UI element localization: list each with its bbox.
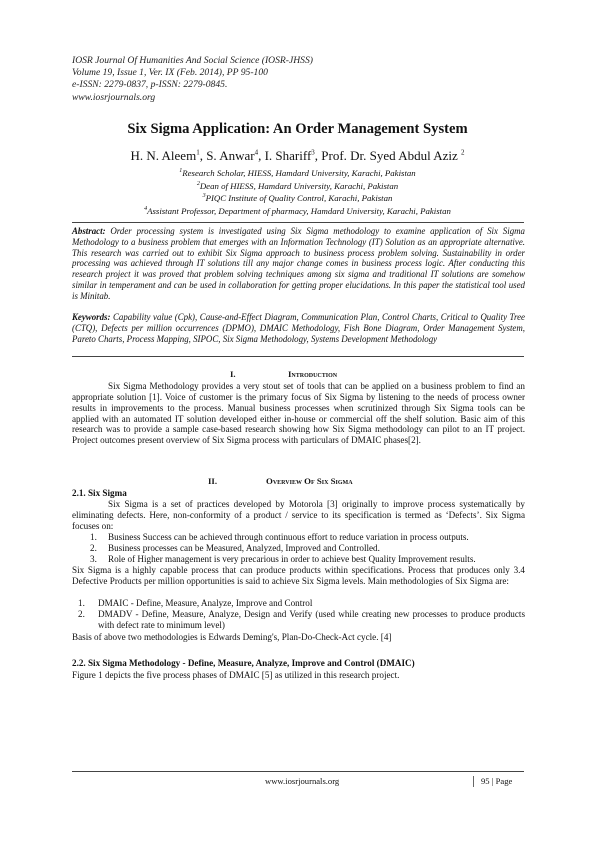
- abstract: [72, 226, 525, 301]
- affil-text: Research Scholar, HIESS, Hamdard University, Karachi, Pakistan: [182, 167, 416, 178]
- focus-list: [72, 532, 525, 565]
- author-separator: ,: [314, 148, 322, 163]
- affil-text: PIQC Institute of Quality Control, Karachi, Pakistan: [205, 193, 393, 204]
- abstract-top-rule: [72, 222, 524, 223]
- abstract-text: Order processing system is investigated using Six Sigma methodology to examine application of Six Sigma Methodology to a business problem that emerges with an Information Technology (IT) Solution as an appropriate alternative. This research was carried out to exhibit Six Sigma approach to business process problem solving. Sustainability in order processing was achieved through IT solutions till any major change comes in business process logic. After conducting this research project it was proved that problem solving techniques among six sigma and traditional IT solutions are somehow similar in temperament and can be used in collaboration for getting proper elucidations. In this paper the statistical tool used is Minitab.: [72, 226, 525, 301]
- affiliation-list: [60, 166, 535, 217]
- author-name: H. N. Aleem: [130, 148, 197, 163]
- affil-mark: 4: [144, 205, 148, 212]
- methodologies-list: [72, 598, 525, 631]
- paragraph-text: Six Sigma is a set of practices developed by Motorola [3] originally to improve process systematically by eliminating defects. Here, non-conformity of a product / service to its specification is termed as ‘Defects’. Six Sigma focuses on:: [72, 499, 525, 531]
- affiliation: [60, 166, 535, 179]
- list-item: [72, 609, 525, 631]
- list-item: [72, 598, 525, 609]
- paragraph-text: Six Sigma Methodology provides a very stout set of tools that can be applied on a business problem to find an appropriate solution [1]. Voice of customer is the primary focus of Six Sigma by listening to the needs of process owner results in improvements to the process. Manual business processes when scrutinized through Six Sigma tools can be applied with an automated IT solution developed either in-house or commercial off the shelf solution. Basic aim of this research was to provide a sample case-based research showing how Six Sigma methodology can pilot to an IT project. Project outcomes present overview of Six Sigma process with particulars of DMAIC phases[2].: [72, 381, 525, 446]
- list-text: DMADV - Define, Measure, Analyze, Design and Verify (used while creating new processes to produce products with defect rate to minimum level): [98, 608, 525, 630]
- list-number: 3.: [90, 553, 97, 564]
- affil-mark: 3: [202, 193, 206, 200]
- deming-paragraph: Basis of above two methodologies is Edwards Deming's, Plan-Do-Check-Act cycle. [4]: [72, 632, 392, 642]
- subsection-heading-six-sigma: 2.1. Six Sigma: [72, 488, 127, 498]
- section-number: I.: [230, 369, 236, 379]
- journal-header: [72, 55, 313, 104]
- introduction-paragraph: [72, 381, 525, 446]
- figure-reference-paragraph: Figure 1 depicts the five process phases of DMAIC [5] as utilized in this research project.: [72, 670, 400, 680]
- list-item: [72, 543, 525, 554]
- affil-text: Dean of HIESS, Hamdard University, Karachi, Pakistan: [199, 180, 399, 191]
- affil-mark: 2: [196, 180, 200, 187]
- author-separator: ,: [199, 148, 207, 163]
- section-heading-introduction: [230, 369, 337, 379]
- keywords-label: Keywords:: [72, 312, 111, 322]
- list-text: Business processes can be Measured, Analyzed, Improved and Controlled.: [108, 542, 380, 553]
- paper-title: Six Sigma Application: An Order Management System: [127, 121, 468, 137]
- section-heading-overview: [208, 476, 353, 486]
- abstract-label: Abstract:: [72, 226, 106, 236]
- author-name: I. Shariff: [264, 148, 312, 163]
- author-affil-mark: 4: [254, 148, 259, 157]
- journal-name: IOSR Journal Of Humanities And Social Science (IOSR-JHSS): [72, 55, 313, 66]
- journal-issn: e-ISSN: 2279-0837, p-ISSN: 2279-0845.: [72, 79, 228, 91]
- footer-website[interactable]: www.iosrjournals.org: [265, 776, 340, 786]
- keywords-text: Capability value (Cpk), Cause-and-Effect Diagram, Communication Plan, Control Charts, Critical to Quality Tree (CTQ), Defects per million occurrences (DPMO), DMAIC Methodology, Fish Bone Diagram, Order Management System, Pareto Charts, Process Mapping, SIPOC, Six Sigma Methodology, Systems Development Methodology: [72, 312, 525, 344]
- affiliation: [60, 204, 535, 217]
- author-name: Prof. Dr. Syed Abdul Aziz: [321, 148, 462, 163]
- list-number: 2.: [90, 542, 97, 553]
- affiliation: [60, 179, 535, 192]
- keywords: [72, 312, 525, 344]
- journal-website[interactable]: www.iosrjournals.org: [72, 91, 156, 103]
- author-name: S. Anwar: [206, 148, 255, 163]
- author-affil-mark: 1: [196, 148, 200, 157]
- six-sigma-paragraph: [72, 499, 525, 532]
- author-list: [60, 148, 535, 164]
- section-number: II.: [208, 476, 218, 486]
- list-number: 2.: [78, 608, 85, 619]
- affiliation: [60, 191, 535, 204]
- list-number: 1.: [90, 532, 97, 542]
- subsection-heading-dmaic: 2.2. Six Sigma Methodology - Define, Measure, Analyze, Improve and Control (DMAIC): [72, 658, 415, 668]
- list-item: [72, 554, 525, 565]
- section-title: Introduction: [288, 369, 338, 379]
- abstract-bottom-rule: [72, 356, 524, 357]
- author-separator: ,: [258, 148, 265, 163]
- list-text: Role of Higher management is very precarious in order to achieve best Quality Improvement results.: [108, 553, 476, 564]
- affil-mark: 1: [179, 168, 183, 174]
- footer-separator: [473, 776, 474, 787]
- list-text: DMAIC - Define, Measure, Analyze, Improve and Control: [98, 598, 313, 608]
- footer-page-number: 95 | Page: [481, 776, 513, 786]
- list-text: Business Success can be achieved through continuous effort to reduce variation in process outputs.: [108, 532, 469, 542]
- affil-text: Assistant Professor, Department of pharmacy, Hamdard University, Karachi, Pakistan: [147, 205, 451, 216]
- journal-volume: Volume 19, Issue 1, Ver. IX (Feb. 2014), PP 95-100: [72, 67, 268, 79]
- author-affil-mark: 3: [311, 148, 315, 157]
- list-number: 1.: [78, 598, 85, 608]
- footer-rule: [72, 771, 524, 772]
- section-title: Overview Of Six Sigma: [266, 476, 353, 486]
- author-affil-mark: 2: [461, 148, 465, 157]
- list-item: [72, 532, 525, 543]
- capability-paragraph: Six Sigma is a highly capable process that can produce products within specifications. Process that produces only 3.4 Defective Products per million opportunities is said to achieve Six Sigma levels. Main methodologies of Six Sigma are:: [72, 565, 525, 586]
